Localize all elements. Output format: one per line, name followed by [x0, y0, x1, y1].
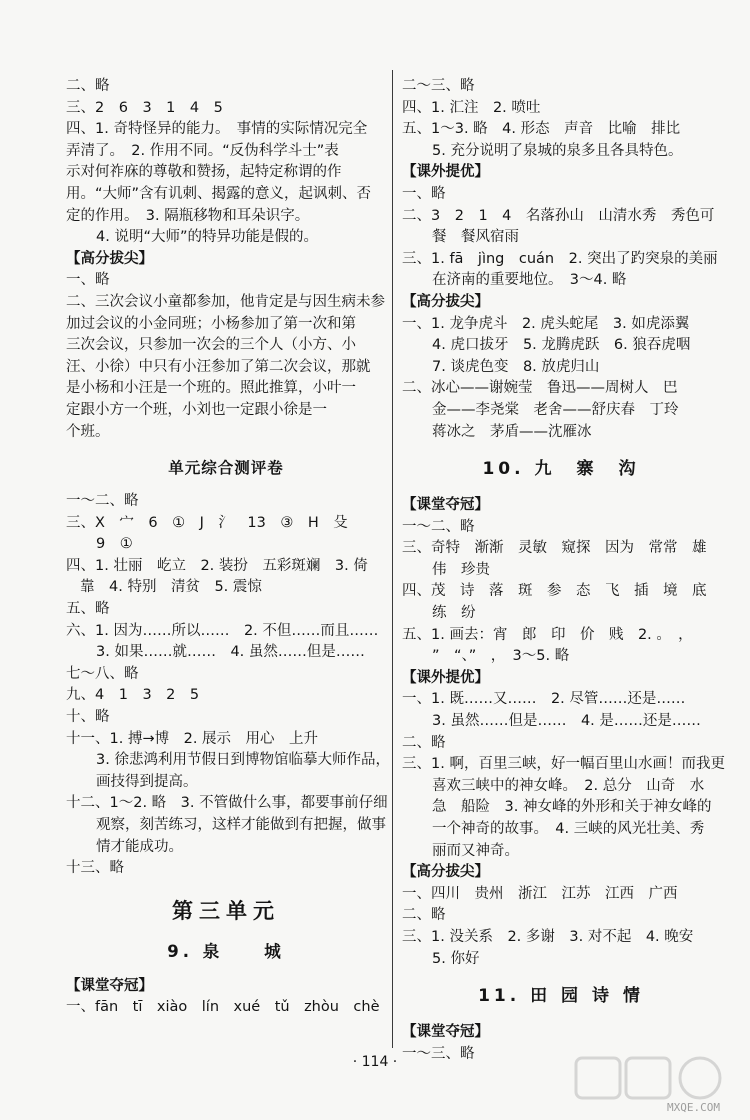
- answer-line: 4. 说明“大师”的特异功能是假的。: [96, 229, 318, 246]
- answer-line: 五、略: [66, 601, 110, 618]
- answer-line: 四、1. 汇注 2. 喷吐: [402, 99, 541, 116]
- answer-line: 4. 虎口拔牙 5. 龙腾虎跃 6. 狼吞虎咽: [432, 337, 691, 354]
- answer-line: 二、略: [402, 734, 446, 751]
- answer-line: 三、1. 啊，百里三峡，好一幅百里山水画！而我更: [402, 756, 725, 773]
- answer-line: 5. 你好: [432, 950, 480, 967]
- answer-line: 三次会议，只参加一次会的三个人（小方、小: [66, 337, 356, 354]
- title-heading: 11. 田 园 诗 情: [478, 986, 644, 1007]
- section-heading: 【课外提优】: [402, 164, 489, 181]
- answer-line: 一、略: [66, 272, 110, 289]
- answer-line: 二、冰心——谢婉莹 鲁迅——周树人 巴: [402, 380, 678, 397]
- answer-line: 画技得到提高。: [96, 773, 198, 790]
- title-heading: 第三单元: [172, 897, 280, 923]
- answer-line: 三、X 宀 6 ① J 氵 13 ③ H 殳: [66, 514, 348, 531]
- answer-line: 一个神奇的故事。 4. 三峡的风光壮美、秀: [432, 821, 705, 837]
- section-heading: 【高分拔尖】: [66, 250, 153, 267]
- answer-line: 二、略: [66, 78, 110, 94]
- answer-line: 十二、1～2. 略 3. 不管做什么事，都要事前仔细: [66, 795, 388, 812]
- section-heading: 【课堂夺冠】: [66, 977, 153, 994]
- answer-line: 一～二、略: [66, 493, 139, 510]
- answer-line: 一～三、略: [402, 1045, 475, 1062]
- title-heading: 9. 泉 城: [167, 941, 285, 961]
- answer-line: 喜欢三峡中的神女峰。 2. 总分 山奇 水: [432, 777, 705, 794]
- answer-line: 伟 珍贵: [432, 561, 490, 578]
- answer-line: 用。“大师”含有讥刺、揭露的意义，起讽刺、否: [66, 185, 372, 202]
- answer-line: 个班。: [66, 423, 110, 440]
- answer-line: 练 纷: [432, 605, 476, 622]
- answer-line: 一～二、略: [402, 518, 475, 535]
- answer-line: 观察，刻苦练习，这样才能做到有把握，做事: [96, 817, 386, 833]
- answer-line: 蒋冰之 茅盾——沈雁冰: [432, 423, 592, 440]
- answer-line: 三、1. 没关系 2. 多谢 3. 对不起 4. 晚安: [402, 928, 694, 945]
- answer-line: 3. 虽然……但是…… 4. 是……还是……: [432, 713, 701, 730]
- answer-line: 3. 徐悲鸿利用节假日到博物馆临摹大师作品，: [96, 752, 390, 769]
- answer-line: 在济南的重要地位。 3～4. 略: [432, 272, 627, 289]
- answer-line: 二～三、略: [402, 78, 475, 94]
- section-heading: 【课堂夺冠】: [402, 497, 489, 514]
- answer-line: 定的作用。 3. 隔瓶移物和耳朵识字。: [66, 207, 310, 224]
- answer-line: 一、fān tī xiào lín xué tǔ zhòu chè: [66, 999, 380, 1016]
- answer-line: 弄清了。 2. 作用不同。“反伪科学斗士”表: [66, 142, 339, 159]
- answer-line: 三、奇特 渐渐 灵敏 窥探 因为 常常 雄: [402, 540, 707, 557]
- answer-line: 二、略: [402, 907, 446, 924]
- answer-line: 九、4 1 3 2 5: [66, 687, 200, 704]
- left-column: [66, 76, 390, 1019]
- answer-line: 示对何祚庥的尊敬和赞扬，起特定称谓的作: [66, 164, 342, 181]
- answer-line: 五、1. 画去：宵 郎 印 价 贱 2. 。 ，: [402, 626, 693, 643]
- answer-line: 五、1～3. 略 4. 形态 声音 比喻 排比: [402, 121, 681, 138]
- answer-line: 定跟小方一个班，小刘也一定跟小徐是一: [66, 401, 327, 418]
- answer-line: 六、1. 因为……所以…… 2. 不但……而且……: [66, 622, 379, 639]
- page-number: · 114 ·: [352, 1054, 398, 1070]
- answer-line: 靠 4. 特别 清贫 5. 震惊: [80, 579, 262, 596]
- answer-line: 急 船险 3. 神女峰的外形和关于神女峰的: [432, 799, 712, 816]
- answer-line: 3. 如果……就…… 4. 虽然……但是……: [96, 644, 365, 661]
- answer-line: 十一、1. 搏→博 2. 展示 用心 上升: [66, 730, 319, 747]
- answer-line: 一、1. 既……又…… 2. 尽管……还是……: [402, 691, 686, 708]
- answer-line: 二、3 2 1 4 名落孙山 山清水秀 秀色可: [402, 207, 715, 224]
- watermark-text: MXQE.COM: [667, 1101, 720, 1114]
- answer-line: 情才能成功。: [96, 838, 183, 855]
- title-heading: 单元综合测评卷: [168, 459, 284, 478]
- answer-line: 四、1. 壮丽 屹立 2. 装扮 五彩斑斓 3. 倚: [66, 557, 368, 574]
- answer-line: 汪、小徐）中只有小汪参加了第二次会议，那就: [66, 358, 371, 375]
- answer-line: 四、1. 奇特怪异的能力。 事情的实际情况完全: [66, 121, 368, 138]
- answer-line: 加过会议的小金同班；小杨参加了第一次和第: [66, 315, 356, 332]
- answer-line: 餐 餐风宿雨: [432, 229, 519, 246]
- answer-line: 丽而又神奇。: [432, 842, 519, 859]
- answer-line: 二、三次会议小童都参加，他肯定是与因生病未参: [66, 293, 385, 310]
- answer-line: 金——李尧棠 老舍——舒庆春 丁玲: [432, 401, 679, 418]
- answer-line: 三、2 6 3 1 4 5: [66, 99, 223, 116]
- section-heading: 【课堂夺冠】: [402, 1024, 489, 1041]
- answer-line: 三、1. fā jìng cuán 2. 突出了趵突泉的美丽: [402, 250, 718, 267]
- title-heading: 10. 九 寨 沟: [482, 459, 640, 480]
- answer-line: 十三、略: [66, 860, 124, 877]
- answer-line: 七～八、略: [66, 665, 139, 682]
- section-heading: 【课外提优】: [402, 669, 489, 686]
- answer-line: 一、1. 龙争虎斗 2. 虎头蛇尾 3. 如虎添翼: [402, 315, 690, 332]
- right-column: [402, 76, 725, 1065]
- section-heading: 【高分拔尖】: [402, 293, 489, 310]
- answer-line: 是小杨和小汪是一个班的。照此推算，小叶一: [66, 380, 356, 397]
- answer-line: 9 ①: [96, 536, 133, 553]
- answer-line: ” “、” ， 3～5. 略: [432, 648, 570, 665]
- answer-line: 7. 谈虎色变 8. 放虎归山: [432, 358, 600, 375]
- answer-line: 四、茂 诗 落 斑 参 态 飞 插 境 底: [402, 583, 707, 600]
- answer-line: 一、四川 贵州 浙江 江苏 江西 广西: [402, 885, 678, 902]
- answer-line: 一、略: [402, 185, 446, 202]
- answer-line: 5. 充分说明了泉城的泉多且各具特色。: [432, 142, 683, 159]
- answer-line: 十、略: [66, 709, 110, 726]
- column-divider: [392, 70, 393, 1048]
- section-heading: 【高分拔尖】: [402, 864, 489, 881]
